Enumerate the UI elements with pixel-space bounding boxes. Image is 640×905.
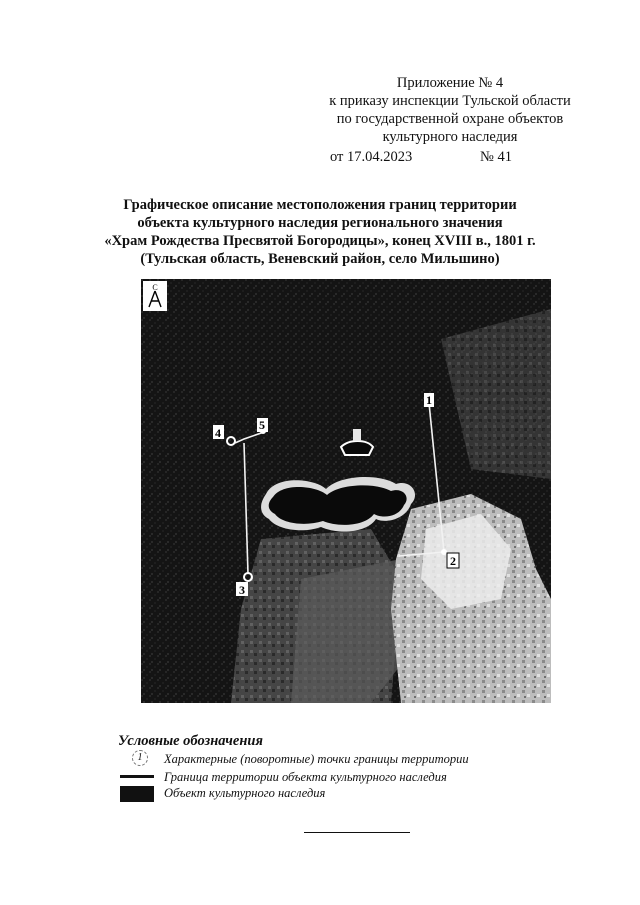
appendix-line: по государственной охране объектов (336, 111, 564, 127)
boundary-point-1 (424, 393, 434, 407)
legend-label: Объект культурного наследия (164, 786, 326, 800)
legend-label: Граница территории объекта культурного наследия (164, 770, 447, 784)
north-arrow-icon (143, 281, 167, 311)
boundary-point-label: 3 (239, 583, 245, 597)
heritage-object (341, 441, 373, 455)
boundary-line-symbol-icon (120, 775, 154, 778)
appendix-line: культурного наследия (382, 129, 518, 145)
boundary-point-5 (257, 418, 268, 434)
appendix-line: Приложение № 4 (396, 75, 504, 91)
boundary-point-label: 4 (215, 426, 221, 440)
appendix-line: к приказу инспекции Тульской области (329, 93, 571, 109)
satellite-map (141, 279, 551, 703)
appendix-dateline (300, 148, 600, 166)
heritage-object-highlight (353, 429, 361, 441)
document-title (90, 196, 550, 268)
legend-item-object (120, 784, 540, 802)
order-number: № 41 (480, 149, 512, 165)
north-label: С (152, 283, 158, 292)
boundary-point-symbol-icon: 1 (132, 750, 148, 766)
boundary-point-label: 5 (259, 418, 265, 432)
appendix-block (300, 74, 600, 166)
legend-label: Характерные (поворотные) точки границы территории (164, 752, 469, 766)
legend-title: Условные обозначения (118, 733, 263, 749)
order-date: от 17.04.2023 (330, 149, 413, 165)
footer-divider (304, 832, 410, 833)
title-line: (Тульская область, Веневский район, село Мильшино) (140, 251, 500, 267)
heritage-object-symbol-icon (120, 786, 154, 802)
title-line: «Храм Рождества Пресвятой Богородицы», конец XVIII в., 1801 г. (104, 233, 536, 249)
map-canvas (141, 279, 551, 703)
boundary-point-label: 2 (450, 554, 456, 568)
title-line: Графическое описание местоположения границ территории (123, 197, 517, 213)
title-line: объекта культурного наследия регионального значения (137, 215, 503, 231)
boundary-point-label: 1 (426, 393, 432, 407)
legend-item-points (120, 750, 540, 768)
